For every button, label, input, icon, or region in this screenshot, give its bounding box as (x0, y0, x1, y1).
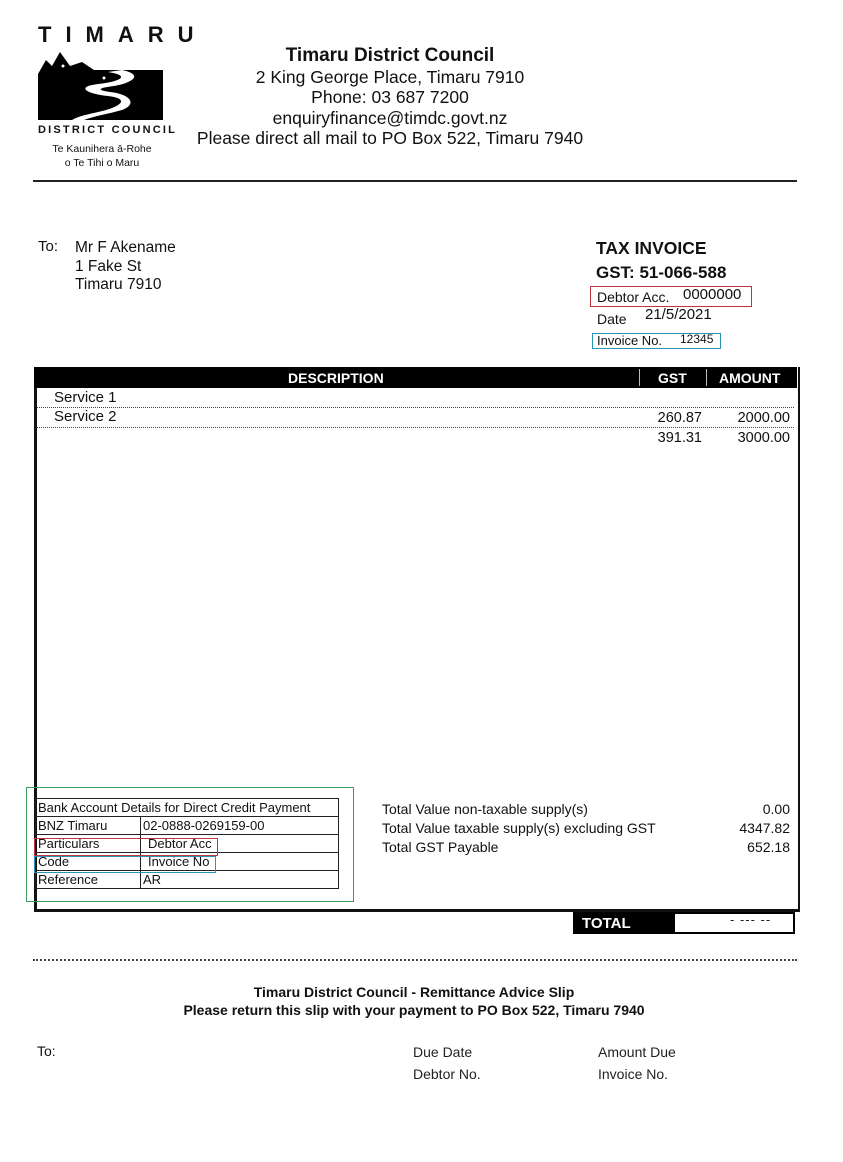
invoice-no-label: Invoice No. (597, 333, 663, 348)
remittance-instruction: Please return this slip with your payment to PO Box 522, Timaru 7940 (183, 1002, 645, 1018)
due-date-label: Due Date (413, 1044, 473, 1060)
particulars-highlight-box (34, 838, 218, 856)
bank-row-value: Invoice No (141, 853, 339, 871)
logo-maori-line2: o Te Tihi o Maru (64, 157, 140, 169)
header-amount: AMOUNT (719, 370, 781, 386)
recipient-address (75, 239, 176, 295)
non-taxable-value: 0.00 (762, 801, 790, 817)
logo-wordmark: TIMARU (38, 22, 208, 47)
row-description: Service 1 (54, 389, 117, 406)
gst-number: GST: 51-066-588 (596, 263, 727, 282)
row-divider (37, 407, 794, 408)
tax-invoice-title: TAX INVOICE (596, 238, 707, 258)
debtor-no-label: Debtor No. (413, 1066, 481, 1082)
remittance-invoice-no-label: Invoice No. (598, 1066, 669, 1082)
table-header (34, 367, 797, 388)
debtor-acc-label: Debtor Acc. (597, 289, 670, 305)
logo-maori-name (38, 142, 166, 170)
recipient-street: 1 Fake St (75, 257, 142, 275)
header-gst: GST (658, 370, 687, 386)
bank-row-label: Particulars (36, 835, 141, 853)
total-value: - --- -- (730, 912, 772, 927)
taxable-label: Total Value taxable supply(s) excluding GST (382, 820, 656, 836)
logo-maori-line1: Te Kaunihera ā-Rohe (52, 143, 152, 155)
org-name: Timaru District Council (285, 45, 495, 66)
recipient-city: Timaru 7910 (75, 276, 162, 293)
date-label: Date (597, 311, 627, 327)
bank-title: Bank Account Details for Direct Credit Payment (36, 799, 339, 817)
bank-title-row (36, 799, 339, 817)
remittance-to-label: To: (37, 1043, 56, 1059)
council-header (180, 46, 600, 149)
row-gst: 260.87 (657, 410, 702, 426)
remittance-title: Timaru District Council - Remittance Advice Slip (253, 984, 575, 1000)
invoice-no-value: 12345 (680, 332, 714, 346)
to-label: To: (38, 238, 59, 255)
header-separator (706, 369, 707, 386)
row-amount: 2000.00 (737, 410, 790, 426)
gst-payable-value: 652.18 (747, 839, 790, 855)
amount-due-label: Amount Due (598, 1044, 676, 1060)
bank-row-label: BNZ Timaru (36, 817, 141, 835)
org-address: 2 King George Place, Timaru 7910 (255, 66, 525, 87)
org-phone: Phone: 03 687 7200 (311, 87, 469, 107)
recipient-name: Mr F Akename (75, 239, 176, 256)
mail-note: Please direct all mail to PO Box 522, Timaru 7940 (196, 128, 584, 148)
row-description: Service 2 (54, 408, 117, 425)
bank-row-label: Reference (36, 871, 141, 889)
header-divider (33, 180, 797, 182)
date-value: 21/5/2021 (645, 306, 712, 323)
debtor-acc-value: 0000000 (683, 286, 742, 303)
logo-mountain-river-icon (38, 52, 163, 120)
non-taxable-label: Total Value non-taxable supply(s) (382, 801, 588, 817)
code-highlight-box (34, 856, 216, 873)
logo-subtitle: DISTRICT COUNCIL (38, 124, 178, 136)
header-description: DESCRIPTION (288, 370, 384, 386)
taxable-value: 4347.82 (739, 820, 790, 836)
bank-row-value: AR (141, 871, 339, 889)
bank-row-value: Debtor Acc (141, 835, 339, 853)
row-gst: 391.31 (657, 430, 702, 446)
row-amount: 3000.00 (737, 430, 790, 446)
bank-row (36, 817, 339, 835)
bank-row-label: Code (36, 853, 141, 871)
org-email: enquiryfinance@timdc.govt.nz (272, 107, 508, 128)
gst-payable-label: Total GST Payable (382, 839, 499, 855)
bank-row-value: 02-0888-0269159-00 (141, 817, 339, 835)
tear-off-divider (33, 959, 797, 961)
row-divider (37, 427, 794, 428)
bank-row (36, 871, 339, 889)
remittance-heading (100, 983, 728, 1019)
header-separator (639, 369, 640, 386)
total-label: TOTAL (582, 915, 631, 932)
